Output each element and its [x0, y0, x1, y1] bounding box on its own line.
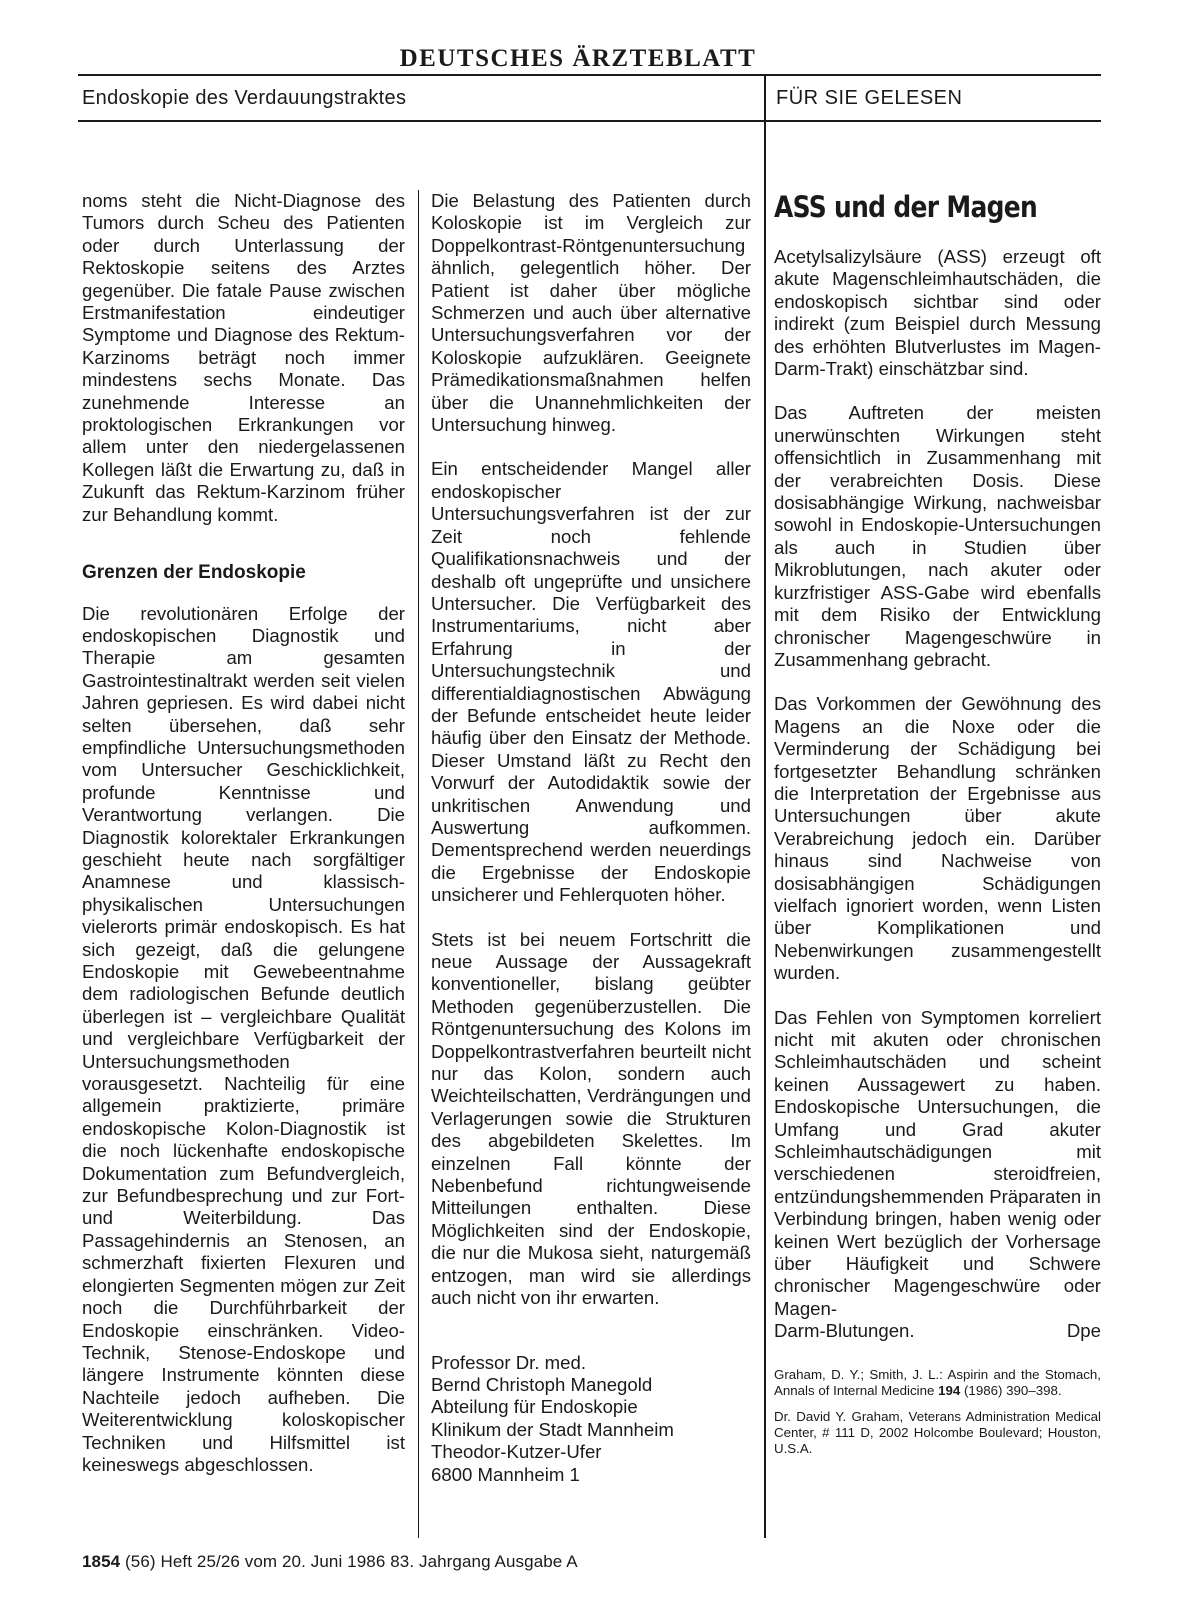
column-1	[82, 190, 405, 1476]
reference-1	[774, 1367, 1101, 1399]
column-3	[774, 190, 1101, 1457]
reference-1-end: (1986) 390–398.	[964, 1382, 1062, 1398]
column-divider-right	[764, 120, 766, 1538]
section-title: Endoskopie des Verdauungstraktes	[82, 87, 407, 109]
reference-1-text: Graham, D. Y.; Smith, J. L.: Aspirin and the Stomach, Annals of Internal Medicine	[774, 1366, 1101, 1398]
col2-paragraph-2: Ein entscheidender Mangel aller endoskopischer Untersuchungsverfahren ist der zur Zeit noch fehlende Qualifikationsnachweis und der deshalb oft ungeprüfte und unsichere Untersucher. Die Verfügbarkeit des Instrumentariums, nicht aber Erfahrung in der Untersuchungstechnik und differentialdiagnostischen Abwägung der Befunde entscheidet heute leider häufig über den Einsatz der Methode. Dieser Umstand läßt zu Recht den Vorwurf der Autodidaktik sowie der unkritischen Anwendung und Auswertung aufkommen. Dementsprechend werden neuerdings die Ergebnisse der Endoskopie unsicherer und Fehlerquoten höher.	[431, 458, 751, 906]
reference-1-volume: 194	[938, 1382, 961, 1398]
column-2	[431, 190, 751, 1486]
address-line: Theodor-Kutzer-Ufer	[431, 1441, 602, 1463]
col3-paragraph-2: Das Auftreten der meisten unerwünschten Wirkungen steht offensichtlich in Zusammenhang mit der verabreichten Dosis. Diese dosisabhängige Wirkung, nachweisbar sowohl in Endoskopie-Untersuchungen als auch in Studien über Mikroblutungen, nach akuter oder kurzfristiger ASS-Gabe wird ebenfalls mit dem Risiko der Entwicklung chronischer Magengeschwüre in Zusammenhang gebracht.	[774, 402, 1101, 670]
masthead: DEUTSCHES ÄRZTEBLATT	[399, 45, 757, 72]
subheader-rule	[78, 120, 1101, 122]
col1-subheading: Grenzen der Endoskopie	[82, 562, 306, 584]
address-line: Abteilung für Endoskopie	[431, 1396, 638, 1418]
address-line: 6800 Mannheim 1	[431, 1463, 580, 1485]
col1-paragraph-1: noms steht die Nicht-Diagnose des Tumors durch Scheu des Patienten oder durch Unterlassung der Rektoskopie seitens des Arztes gegenüber. Die fatale Pause zwischen Erstmanifestation eindeutiger Symptome und Diagnose des Rektum-Karzinoms beträgt noch immer mindestens sechs Monate. Das zunehmende Interesse an proktologischen Erkrankungen vor allem unter den niedergelassenen Kollegen läßt die Erwartung zu, daß in Zukunft das Rektum-Karzinom früher zur Behandlung kommt.	[82, 190, 405, 525]
col3-paragraph-4: Das Fehlen von Symptomen korreliert nicht mit akuten oder chronischen Schleimhautschäden und scheint keinen Aussagewert zu haben. Endoskopische Untersuchungen, die Umfang und Grad akuter Schleimhautschädigungen mit verschiedenen steroidfreien, entzündungshemmenden Präparaten in Verbindung bringen, haben wenig oder keinen Wert bezüglich der Vorhersage über Häufigkeit und Schwere chronischer Magengeschwüre oder Magen-	[774, 1006, 1101, 1319]
page-footer	[82, 1552, 578, 1572]
address-line: Bernd Christoph Manegold	[431, 1373, 653, 1395]
header-rule	[78, 74, 1101, 76]
address-line: Klinikum der Stadt Mannheim	[431, 1418, 674, 1440]
col3-paragraph-3: Das Vorkommen der Gewöhnung des Magens an die Noxe oder die Verminderung der Schädigung bei fortgesetzter Behandlung schränken die Interpretation der Ergebnisse aus Untersuchungen über akute Verabreichung jedoch ein. Darüber hinaus sind Nachweise von dosisabhängigen Schädigungen vielfach ignoriert worden, wenn Listen über Komplikationen und Nebenwirkungen zusammengestellt wurden.	[774, 693, 1101, 984]
reference-2: Dr. David Y. Graham, Veterans Administration Medical Center, # 111 D, 2002 Holcombe Boulevard; Houston, U.S.A.	[774, 1408, 1101, 1456]
col3-paragraph-1: Acetylsalizylsäure (ASS) erzeugt oft akute Magenschleimhautschäden, die endoskopisch sichtbar sind oder indirekt (zum Beispiel durch Messung des erhöhten Blutverlustes im Magen-Darm-Trakt) einschätzbar sind.	[774, 246, 1101, 380]
col2-paragraph-3: Stets ist bei neuem Fortschritt die neue Aussage der Aussagekraft konventioneller, bislang geübter Methoden gegenüberzustellen. Die Röntgenuntersuchung des Kolons im Doppelkontrastverfahren beurteilt nicht nur das Kolon, sondern auch Weichteilschatten, Verdrängungen und Verlagerungen sowie die Strukturen des abgebildeten Skelettes. Im einzelnen Fall könnte der Nebenbefund richtungweisende Mitteilungen enthalten. Diese Möglichkeiten sind der Endoskopie, die nur die Mukosa sieht, naturgemäß entzogen, man wird sie allerdings auch nicht von ihr erwarten.	[431, 928, 751, 1309]
col3-paragraph-4-end: Darm-Blutungen.	[774, 1320, 915, 1342]
address-line: Professor Dr. med.	[431, 1351, 586, 1373]
feature-title: FÜR SIE GELESEN	[776, 87, 963, 109]
col1-paragraph-2: Die revolutionären Erfolge der endoskopischen Diagnostik und Therapie am gesamten Gastrointestinaltrakt werden seit vielen Jahren gepriesen. Es wird dabei nicht selten übersehen, daß sehr empfindliche Untersuchungsmethoden vom Untersucher Geschicklichkeit, profunde Kenntnisse und Verantwortung verlangen. Die Diagnostik kolorektaler Erkrankungen geschieht heute nach sorgfältiger Anamnese und klassisch-physikalischen Untersuchungen vielerorts primär endoskopisch. Es hat sich gezeigt, daß die gelungene Endoskopie mit Gewebeentnahme dem radiologischen Befunde deutlich überlegen ist – vergleichbare Qualität und vergleichbare Verfügbarkeit der Untersuchungsmethoden vorausgesetzt. Nachteilig für eine allgemein praktizierte, primäre endoskopische Kolon-Diagnostik ist die noch lückenhafte endoskopische Dokumentation zum Befundvergleich, zur Befundbesprechung und zur Fort- und Weiterbildung. Das Passagehindernis an Stenosen, an schmerzhaft fixierten Flexuren und elongierten Segmenten mögen zur Zeit noch die Durchführbarkeit der Endoskopie einschränken. Video-Technik, Stenose-Endoskope und längere Instrumente könnten diese Nachteile jedoch aufheben. Die Weiterentwicklung koloskopischer Techniken und Hilfsmittel ist keineswegs abgeschlossen.	[82, 602, 405, 1475]
col3-final-line	[774, 1320, 1101, 1342]
references	[774, 1367, 1101, 1457]
col2-paragraph-1: Die Belastung des Patienten durch Koloskopie ist im Vergleich zur Doppelkontrast-Röntgenuntersuchung ähnlich, gelegentlich höher. Der Patient ist daher über mögliche Schmerzen und auch über alternative Untersuchungsverfahren vor der Koloskopie aufzuklären. Geeignete Prämedikationsmaßnahmen helfen über die Unannehmlichkeiten der Untersuchung hinweg.	[431, 190, 751, 436]
page-number: 1854	[82, 1552, 121, 1571]
author-signature: Dpe	[1066, 1320, 1101, 1342]
issue-info: (56) Heft 25/26 vom 20. Juni 1986 83. Jahrgang Ausgabe A	[125, 1552, 578, 1571]
column-divider-left	[418, 190, 419, 1538]
article-headline: ASS und der Magen	[774, 190, 1038, 224]
header-divider	[764, 74, 766, 120]
author-address	[431, 1352, 751, 1486]
